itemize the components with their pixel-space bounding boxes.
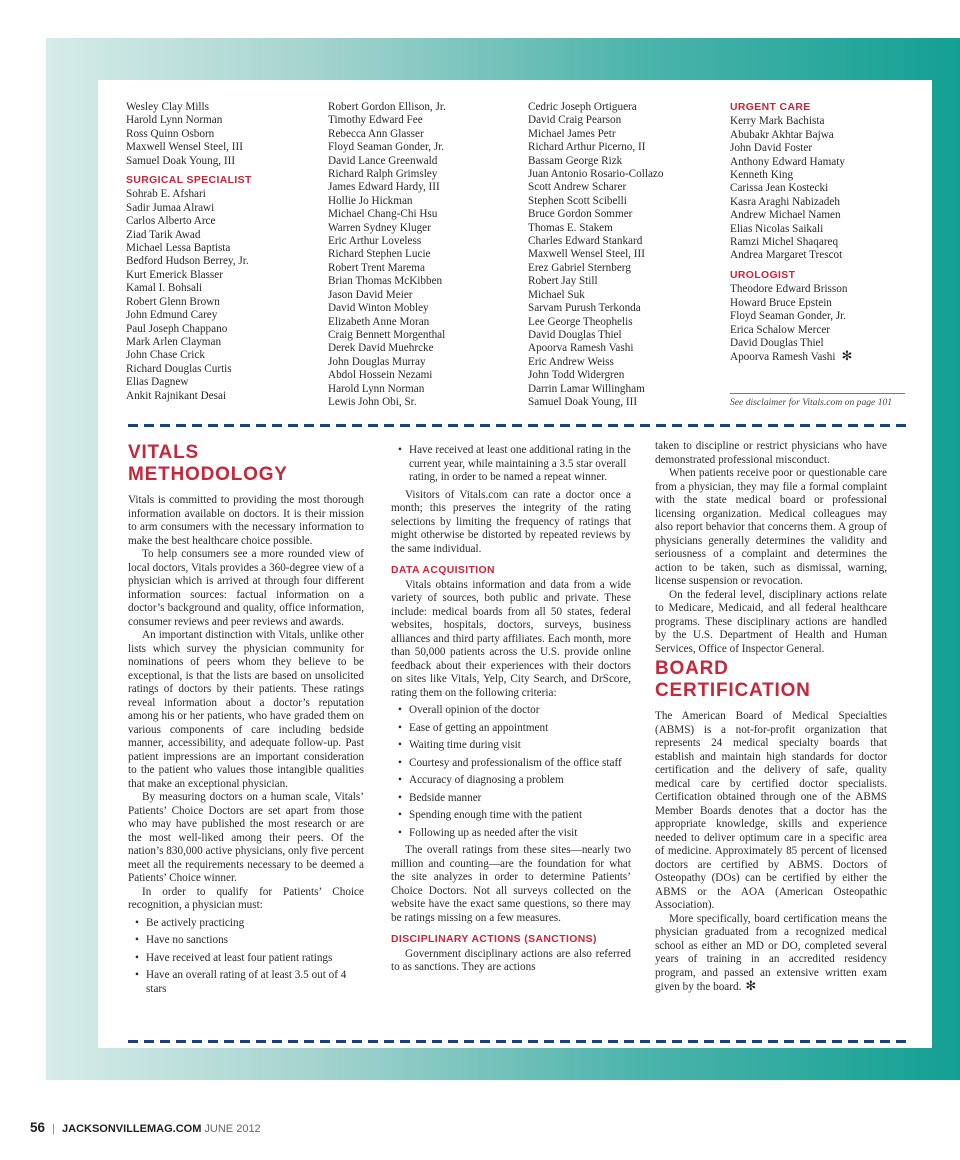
physician-name-text: Anthony Edward Hamaty xyxy=(730,155,845,168)
physician-list-column-3 xyxy=(528,101,718,409)
paragraph-text: The overall ratings from these sites—nearly two million and counting—are the foundation for what the site analyzes in order to determine Patients’ Choice Doctors. Not all surveys collected on the website have the exact same questions, so there may be ratings missing on a few measures. xyxy=(391,844,631,924)
physician-name-text: Floyd Seaman Gonder, Jr. xyxy=(730,310,847,323)
paragraph-text: Visitors of Vitals.com can rate a doctor once a month; this preserves the integrity of the rating selections by limiting the frequency of ratings that might otherwise be distorted by repeated reviews by the same individual. xyxy=(391,488,631,555)
section-heading-board-certification: BOARD CERTIFICATION xyxy=(655,658,811,701)
physician-name-text: Elizabeth Anne Moran xyxy=(328,315,430,328)
criteria-list xyxy=(391,444,631,485)
body-paragraph xyxy=(128,791,364,886)
physician-name-text: Robert Jay Still xyxy=(528,275,598,288)
physician-name xyxy=(328,316,508,329)
physician-name xyxy=(126,141,306,154)
criteria-list-item: • Accuracy of diagnosing a problem xyxy=(409,774,631,788)
physician-name-text: Cedric Joseph Ortiguera xyxy=(528,101,637,113)
physician-name-text: Derek David Muehrcke xyxy=(328,342,434,355)
paragraph-text: Vitals is committed to providing the most thorough information available on doctors. It is their mission to arm consumers with the necessary information to make the best healthcare choice possible. xyxy=(128,494,364,547)
body-paragraph xyxy=(655,710,887,913)
disclaimer-rule xyxy=(730,393,905,394)
physician-name xyxy=(528,316,718,329)
physician-name-text: Brian Thomas McKibben xyxy=(328,275,443,288)
specialty-heading-urgent-care xyxy=(730,101,910,114)
physician-name-text: Erica Schalow Mercer xyxy=(730,323,831,336)
physician-name xyxy=(328,356,508,369)
physician-name xyxy=(528,155,718,168)
criteria-list-item: • Have no sanctions xyxy=(146,934,364,948)
physician-name xyxy=(328,329,508,342)
physician-name-text: Stephen Scott Scibelli xyxy=(528,194,627,207)
physician-name xyxy=(126,349,306,362)
subsection-heading-data-acquisition: DATA ACQUISITION xyxy=(391,565,495,576)
specialty-heading-surgical-specialist xyxy=(126,174,306,187)
article-column-3 xyxy=(655,440,887,995)
body-paragraph xyxy=(391,948,631,975)
physician-name xyxy=(528,235,718,248)
physician-name xyxy=(528,369,718,382)
physician-name-text: Timothy Edward Fee xyxy=(328,114,423,127)
physician-name-text: Bedford Hudson Berrey, Jr. xyxy=(126,255,249,268)
criteria-list-item: • Spending enough time with the patient xyxy=(409,809,631,823)
disclaimer-note: See disclaimer for Vitals.com on page 101 xyxy=(730,397,893,408)
physician-name xyxy=(126,188,306,201)
physician-name-text: Elias Dagnew xyxy=(126,376,189,389)
physician-name-text: Sadir Jumaa Alrawi xyxy=(126,201,215,214)
criteria-list-item: • Be actively practicing xyxy=(146,917,364,931)
physician-name xyxy=(126,390,306,403)
physician-name-text: Richard Arthur Picerno, II xyxy=(528,141,646,154)
physician-name xyxy=(730,324,910,337)
physician-name xyxy=(528,342,718,355)
physician-name xyxy=(730,310,910,323)
body-paragraph xyxy=(391,579,631,701)
physician-name xyxy=(730,297,910,310)
criteria-list-item: • Bedside manner xyxy=(409,792,631,806)
physician-name-text: Howard Bruce Epstein xyxy=(730,296,832,309)
physician-name xyxy=(730,223,910,236)
physician-name-text: Carlos Alberto Arce xyxy=(126,215,216,228)
physician-name xyxy=(528,356,718,369)
physician-name-text: Carissa Jean Kostecki xyxy=(730,182,829,195)
physician-name xyxy=(328,155,508,168)
physician-name xyxy=(126,215,306,228)
physician-name-text: Robert Trent Marema xyxy=(328,261,425,274)
physician-name xyxy=(730,196,910,209)
physician-name xyxy=(528,114,718,127)
physician-name xyxy=(328,101,508,114)
physician-name xyxy=(730,156,910,169)
physician-name xyxy=(328,275,508,288)
physician-name-text: Robert Glenn Brown xyxy=(126,295,220,308)
physician-name-text: Richard Douglas Curtis xyxy=(126,362,232,375)
criteria-list-item: • Courtesy and professionalism of the office staff xyxy=(409,757,631,771)
physician-name-text: Richard Stephen Lucie xyxy=(328,248,431,261)
physician-name xyxy=(528,141,718,154)
physician-name-text: Charles Edward Stankard xyxy=(528,235,643,248)
physician-name-text: Robert Gordon Ellison, Jr. xyxy=(328,101,446,113)
physician-name-text: Eric Arthur Loveless xyxy=(328,235,422,248)
physician-name xyxy=(730,115,910,128)
physician-name-text: Sarvam Purush Terkonda xyxy=(528,302,641,315)
physician-name xyxy=(528,222,718,235)
physician-name xyxy=(328,248,508,261)
physician-name-text: John Douglas Murray xyxy=(328,355,426,368)
physician-name-text: Elias Nicolas Saikali xyxy=(730,222,824,235)
paragraph-text: More specifically, board certification means the physician graduated from a recognized medical school as either an MD or DO, completed several years of training in an accredited residency program, and passed an extensive written exam given by the board. xyxy=(655,912,887,993)
physician-name-text: Ramzi Michel Shaqareq xyxy=(730,236,839,249)
physician-name-text: David Douglas Thiel xyxy=(730,336,824,349)
physician-name-text: Lewis John Obi, Sr. xyxy=(328,395,417,408)
physician-name-text: John Chase Crick xyxy=(126,349,205,362)
physician-name-text: David Lance Greenwald xyxy=(328,154,438,167)
article-column-1 xyxy=(128,440,364,1000)
physician-name xyxy=(730,249,910,262)
physician-name xyxy=(126,363,306,376)
physician-name-text: David Craig Pearson xyxy=(528,114,622,127)
physician-name xyxy=(328,222,508,235)
physician-name-text: Kasra Araghi Nabizadeh xyxy=(730,195,840,208)
physician-name xyxy=(730,337,910,350)
page-footer xyxy=(30,1120,261,1135)
physician-name-text: Paul Joseph Chappano xyxy=(126,322,228,335)
physician-name-text: Scott Andrew Scharer xyxy=(528,181,627,194)
physician-name xyxy=(126,323,306,336)
physician-name-text: Abubakr Akhtar Bajwa xyxy=(730,128,834,141)
body-paragraph xyxy=(391,489,631,557)
physician-name-text: Maxwell Wensel Steel, III xyxy=(126,141,243,154)
physician-name-text: Jason David Meier xyxy=(328,288,413,301)
physician-name-text: Abdol Hossein Nezami xyxy=(328,369,433,382)
criteria-list-item: • Ease of getting an appointment xyxy=(409,722,631,736)
paragraph-text: The American Board of Medical Specialties (ABMS) is a not-for-profit organization that represents 24 medical specialty boards that establish and maintain high standards for doctor certification and the delivery of safe, quality medical care by certified doctor specialists. Certification obtained through one of the ABMS Member Boards denotes that a doctor has the appropriate knowledge, skills and experience needed to deliver optimum care in a specific area of medicine. Approximately 85 percent of licensed doctors are certified by ABMS. Doctors of Osteopathy (DOs) can be certified by either the ABMS or the AOA (American Osteopathic Association). xyxy=(655,710,887,911)
physician-name xyxy=(528,208,718,221)
body-paragraph xyxy=(128,494,364,548)
physician-name xyxy=(730,283,910,296)
specialty-heading-text: SURGICAL SPECIALIST xyxy=(126,175,252,187)
physician-name xyxy=(528,101,718,114)
body-paragraph xyxy=(655,467,887,589)
physician-name xyxy=(730,142,910,155)
specialty-heading-text: UROLOGIST xyxy=(730,269,796,281)
physician-name xyxy=(328,195,508,208)
physician-name-text: Mark Arlen Clayman xyxy=(126,335,222,348)
physician-name xyxy=(528,168,718,181)
physician-name xyxy=(126,296,306,309)
page-number: 56 xyxy=(30,1120,46,1135)
paragraph-text: taken to discipline or restrict physicians who have demonstrated professional misconduct. xyxy=(655,440,887,466)
physician-name xyxy=(528,289,718,302)
physician-name xyxy=(528,248,718,261)
physician-name-text: Bassam George Rizk xyxy=(528,154,623,167)
body-paragraph xyxy=(655,589,887,657)
criteria-list-item: • Have received at least one additional rating in the current year, while maintaining a 3.5 star overall rating, in order to be named a repeat winner. xyxy=(409,444,631,485)
end-mark-icon: ✻ xyxy=(841,349,853,365)
end-mark-icon: ✻ xyxy=(745,979,757,994)
physician-name xyxy=(126,269,306,282)
physician-name-text: Warren Sydney Kluger xyxy=(328,221,431,234)
physician-name-text: Floyd Seaman Gonder, Jr. xyxy=(328,141,445,154)
specialty-heading-urologist xyxy=(730,269,910,282)
physician-name xyxy=(126,336,306,349)
physician-name-text: Thomas E. Stakem xyxy=(528,221,613,234)
body-paragraph xyxy=(128,548,364,629)
physician-name-text: Michael James Petr xyxy=(528,127,616,140)
physician-name-text: Samuel Doak Young, III xyxy=(126,154,236,167)
magazine-site-link[interactable]: JACKSONVILLEMAG.COM xyxy=(62,1123,202,1135)
physician-name-text: Wesley Clay Mills xyxy=(126,101,209,113)
physician-name-text: Ross Quinn Osborn xyxy=(126,127,215,140)
physician-name xyxy=(528,181,718,194)
physician-name xyxy=(328,141,508,154)
physician-name xyxy=(730,182,910,195)
criteria-list-item: • Have received at least four patient ratings xyxy=(146,952,364,966)
physician-name xyxy=(528,302,718,315)
criteria-list-item: • Following up as needed after the visit xyxy=(409,827,631,841)
physician-name xyxy=(528,262,718,275)
body-paragraph xyxy=(655,440,887,467)
physician-name xyxy=(528,396,718,409)
physician-name-text: Harold Lynn Norman xyxy=(126,114,223,127)
physician-name xyxy=(730,350,910,364)
physician-name xyxy=(328,181,508,194)
criteria-list xyxy=(391,704,631,840)
article-column-2 xyxy=(391,440,631,975)
physician-name xyxy=(126,114,306,127)
body-paragraph xyxy=(655,913,887,995)
physician-name xyxy=(328,289,508,302)
physician-name xyxy=(328,235,508,248)
paragraph-text: Government disciplinary actions are also referred to as sanctions. They are actions xyxy=(391,947,631,973)
criteria-list-item: • Overall opinion of the doctor xyxy=(409,704,631,718)
physician-name-text: Kenneth King xyxy=(730,169,794,182)
physician-name-text: Apoorva Ramesh Vashi xyxy=(528,342,634,355)
physician-name xyxy=(328,342,508,355)
paragraph-text: To help consumers see a more rounded view of local doctors, Vitals provides a 360-degree view of a physician which is arrived at through four different information sources: factual information on a doctor’s background and quality, office information, consumer reviews and peer reviews and awards. xyxy=(128,548,364,628)
physician-name xyxy=(328,383,508,396)
physician-name-text: Harold Lynn Norman xyxy=(328,382,425,395)
physician-name-text: Theodore Edward Brisson xyxy=(730,283,848,296)
physician-name-text: Kamal I. Bohsali xyxy=(126,282,203,295)
section-heading-vitals-methodology: VITALS METHODOLOGY xyxy=(128,442,288,485)
physician-name-text: Ziad Tarik Awad xyxy=(126,228,201,241)
paragraph-text: In order to qualify for Patients’ Choice recognition, a physician must: xyxy=(128,885,364,911)
physician-name xyxy=(528,275,718,288)
footer-separator: | xyxy=(52,1123,55,1135)
physician-name xyxy=(528,128,718,141)
physician-name-text: Erez Gabriel Sternberg xyxy=(528,261,631,274)
physician-name xyxy=(328,208,508,221)
physician-name xyxy=(528,195,718,208)
paragraph-text: Vitals obtains information and data from a wide variety of sources, both public and private. These include: medical boards from all 50 states, federal websites, hospitals, doctors, surveys, business alliances and third party affiliates. Each month, more than 50,000 patients across the U.S. provide online feedback about their experiences with their doctors on sites like Vitals, Yelp, City Search, and DrScore, rating them on the following criteria: xyxy=(391,578,631,699)
physician-name xyxy=(126,229,306,242)
physician-name-text: Samuel Doak Young, III xyxy=(528,395,638,408)
physician-name xyxy=(730,129,910,142)
body-paragraph xyxy=(128,629,364,791)
physician-name-text: Kerry Mark Bachista xyxy=(730,115,825,128)
physician-name-text: James Edward Hardy, III xyxy=(328,181,440,194)
paragraph-text: An important distinction with Vitals, unlike other lists which survey the physician community for nominations of peers whom they believe to be exceptional, is that the lists are based on unsolicited ratings of doctors by their patients. These ratings reveal information about a doctor’s reputation among his or her patients, who have graded them on various components of care including bedside manner, accessibility, and adequate follow-up. Past patient impressions are an important consideration to the patient who values those intangible qualities that make an exceptional physician. xyxy=(128,629,364,790)
physician-name-text: Rebecca Ann Glasser xyxy=(328,127,424,140)
physician-name xyxy=(328,168,508,181)
physician-name xyxy=(328,396,508,409)
dashed-divider-bottom xyxy=(128,1040,906,1043)
physician-name-text: Ankit Rajnikant Desai xyxy=(126,389,227,402)
physician-name xyxy=(126,101,306,114)
physician-name xyxy=(126,155,306,168)
issue-date: JUNE 2012 xyxy=(204,1123,261,1135)
physician-name xyxy=(730,236,910,249)
physician-name xyxy=(730,209,910,222)
physician-name-text: Michael Suk xyxy=(528,288,585,301)
physician-name-text: Darrin Lamar Willingham xyxy=(528,382,645,395)
physician-name-text: Andrew Michael Namen xyxy=(730,209,841,222)
physician-name-text: John Todd Widergren xyxy=(528,369,625,382)
physician-name-text: Apoorva Ramesh Vashi xyxy=(730,351,836,364)
criteria-list-item: • Have an overall rating of at least 3.5 out of 4 stars xyxy=(146,969,364,996)
physician-name-text: Michael Lessa Baptista xyxy=(126,242,231,255)
physician-name-text: Lee George Theophelis xyxy=(528,315,633,328)
physician-list-column-2 xyxy=(328,101,508,409)
physician-name xyxy=(126,376,306,389)
specialty-heading-text: URGENT CARE xyxy=(730,102,811,113)
physician-name xyxy=(528,329,718,342)
physician-name-text: Richard Ralph Grimsley xyxy=(328,168,438,181)
physician-name-text: Eric Andrew Weiss xyxy=(528,355,614,368)
physician-name xyxy=(126,202,306,215)
physician-name xyxy=(126,242,306,255)
physician-name xyxy=(126,282,306,295)
paragraph-text: On the federal level, disciplinary actions relate to Medicare, Medicaid, and all federal healthcare programs. These disciplinary actions are handled by the U.S. Department of Health and Human Services, Office of Inspector General. xyxy=(655,588,887,655)
physician-name xyxy=(328,369,508,382)
criteria-list xyxy=(128,917,364,997)
physician-name-text: Bruce Gordon Sommer xyxy=(528,208,633,221)
physician-name-text: David Douglas Thiel xyxy=(528,328,622,341)
physician-name-text: Kurt Emerick Blasser xyxy=(126,268,223,281)
physician-name xyxy=(328,262,508,275)
physician-name-text: Michael Chang-Chi Hsu xyxy=(328,208,438,221)
physician-name-text: Andrea Margaret Trescot xyxy=(730,249,843,262)
physician-name xyxy=(528,383,718,396)
physician-name xyxy=(328,302,508,315)
physician-name xyxy=(126,128,306,141)
physician-list-column-4 xyxy=(730,101,910,365)
physician-name-text: John David Foster xyxy=(730,142,813,155)
paragraph-text: When patients receive poor or questionable care from a physician, they may file a formal complaint with the state medical board or professional licensing organization. Medical colleagues may also report behavior that concerns them. A group of physicians generally determines the validity and seriousness of a complaint and determines the action to be taken, such as dismissal, warning, license suspension or revocation. xyxy=(655,467,887,587)
physician-name-text: John Edmund Carey xyxy=(126,309,218,322)
physician-name-text: David Winton Mobley xyxy=(328,302,429,315)
dashed-divider-top xyxy=(128,424,906,427)
body-paragraph xyxy=(391,844,631,925)
physician-name xyxy=(730,169,910,182)
physician-name xyxy=(126,255,306,268)
physician-name-text: Juan Antonio Rosario-Collazo xyxy=(528,168,664,181)
body-paragraph xyxy=(128,886,364,913)
physician-name-text: Craig Bennett Morgenthal xyxy=(328,328,446,341)
physician-name xyxy=(328,128,508,141)
physician-name xyxy=(328,114,508,127)
physician-name xyxy=(126,309,306,322)
physician-name-text: Maxwell Wensel Steel, III xyxy=(528,248,645,261)
criteria-list-item: • Waiting time during visit xyxy=(409,739,631,753)
physician-name-text: Sohrab E. Afshari xyxy=(126,188,206,201)
paragraph-text: By measuring doctors on a human scale, Vitals’ Patients’ Choice Doctors are set apart from those who may have published the most research or are the most well-liked among their peers. Of the nation’s 830,000 active physicians, only five percent meet all the requirements necessary to be deemed a Patients’ Choice winner. xyxy=(128,791,364,884)
subsection-heading-disciplinary-actions-sanctions: DISCIPLINARY ACTIONS (SANCTIONS) xyxy=(391,934,597,945)
physician-list-column-1 xyxy=(126,101,306,403)
physician-name-text: Hollie Jo Hickman xyxy=(328,194,413,207)
